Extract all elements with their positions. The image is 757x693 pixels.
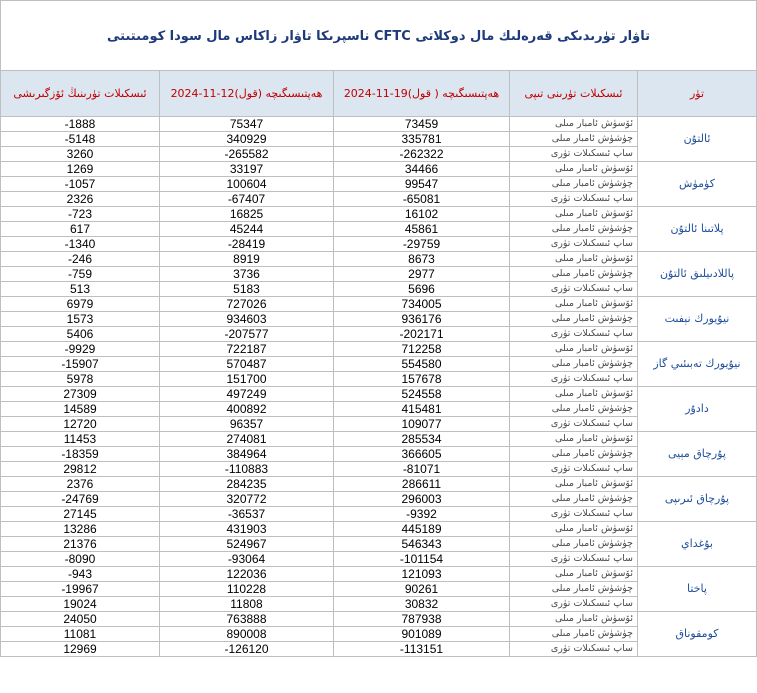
cell-variation: 12720 — [1, 417, 160, 432]
cell-date2: -29759 — [334, 237, 510, 252]
cell-date2: -81071 — [334, 462, 510, 477]
cell-index-type: ئۆسۈش ئامبار مىلى — [510, 477, 638, 492]
cell-index-type: ساپ ئىسكىلات تۈرى — [510, 147, 638, 162]
cell-variation: -246 — [1, 252, 160, 267]
cell-index-type: ئۆسۈش ئامبار مىلى — [510, 387, 638, 402]
cell-variation: 11453 — [1, 432, 160, 447]
cell-variation: 2376 — [1, 477, 160, 492]
cell-index-type: چۈشۈش ئامبار مىلى — [510, 222, 638, 237]
cell-variation: 5978 — [1, 372, 160, 387]
cell-index-type: ساپ ئىسكىلات تۈرى — [510, 327, 638, 342]
cell-category: بۇغداي — [638, 522, 757, 567]
cell-date1: 727026 — [160, 297, 334, 312]
cell-index-type: ساپ ئىسكىلات تۈرى — [510, 642, 638, 657]
cell-variation: -5148 — [1, 132, 160, 147]
cell-variation: -1888 — [1, 117, 160, 132]
cell-date2: 30832 — [334, 597, 510, 612]
cell-variation: 11081 — [1, 627, 160, 642]
cell-date1: 96357 — [160, 417, 334, 432]
cell-date1: 151700 — [160, 372, 334, 387]
cell-variation: 29812 — [1, 462, 160, 477]
cell-index-type: ئۆسۈش ئامبار مىلى — [510, 297, 638, 312]
cell-date1: 33197 — [160, 162, 334, 177]
cell-index-type: چۈشۈش ئامبار مىلى — [510, 267, 638, 282]
cell-variation: -19967 — [1, 582, 160, 597]
cell-variation: -759 — [1, 267, 160, 282]
cell-variation: 14589 — [1, 402, 160, 417]
cell-index-type: چۈشۈش ئامبار مىلى — [510, 492, 638, 507]
cell-date1: -126120 — [160, 642, 334, 657]
cell-date1: 570487 — [160, 357, 334, 372]
cell-variation: 27145 — [1, 507, 160, 522]
cell-index-type: ئۆسۈش ئامبار مىلى — [510, 612, 638, 627]
cell-index-type: چۈشۈش ئامبار مىلى — [510, 447, 638, 462]
cell-date1: 284235 — [160, 477, 334, 492]
cell-category: نيۇيورك تەبىئىي گاز — [638, 342, 757, 387]
cell-index-type: ئۆسۈش ئامبار مىلى — [510, 432, 638, 447]
cell-date1: -265582 — [160, 147, 334, 162]
cell-date2: 45861 — [334, 222, 510, 237]
cell-index-type: چۈشۈش ئامبار مىلى — [510, 132, 638, 147]
cell-date2: 366605 — [334, 447, 510, 462]
cell-variation: -943 — [1, 567, 160, 582]
cell-index-type: ساپ ئىسكىلات تۈرى — [510, 372, 638, 387]
cell-date2: 157678 — [334, 372, 510, 387]
table-row — [1, 297, 757, 312]
cell-date1: -207577 — [160, 327, 334, 342]
table-row — [1, 162, 757, 177]
cell-date2: 109077 — [334, 417, 510, 432]
cell-index-type: ساپ ئىسكىلات تۈرى — [510, 462, 638, 477]
cell-date2: -101154 — [334, 552, 510, 567]
cell-date2: -9392 — [334, 507, 510, 522]
cell-variation: 617 — [1, 222, 160, 237]
cell-date1: 11808 — [160, 597, 334, 612]
cell-variation: 24050 — [1, 612, 160, 627]
cell-index-type: ساپ ئىسكىلات تۈرى — [510, 552, 638, 567]
cell-date1: 100604 — [160, 177, 334, 192]
cell-variation: 5406 — [1, 327, 160, 342]
cell-index-type: ئۆسۈش ئامبار مىلى — [510, 252, 638, 267]
cell-index-type: ساپ ئىسكىلات تۈرى — [510, 282, 638, 297]
cell-variation: -15907 — [1, 357, 160, 372]
cell-index-type: ساپ ئىسكىلات تۈرى — [510, 417, 638, 432]
cell-date1: 497249 — [160, 387, 334, 402]
cell-date2: 445189 — [334, 522, 510, 537]
cell-index-type: چۈشۈش ئامبار مىلى — [510, 177, 638, 192]
cell-date1: 890008 — [160, 627, 334, 642]
table-row — [1, 252, 757, 267]
cell-index-type: چۈشۈش ئامبار مىلى — [510, 312, 638, 327]
cell-date2: 787938 — [334, 612, 510, 627]
cell-index-type: ساپ ئىسكىلات تۈرى — [510, 507, 638, 522]
cell-index-type: ئۆسۈش ئامبار مىلى — [510, 117, 638, 132]
cell-date1: -28419 — [160, 237, 334, 252]
cell-date2: 5696 — [334, 282, 510, 297]
cell-date1: -36537 — [160, 507, 334, 522]
cell-date2: 546343 — [334, 537, 510, 552]
cell-date2: 16102 — [334, 207, 510, 222]
cell-date1: -67407 — [160, 192, 334, 207]
header-date2: 2024-11-19ھەپتىسىگىچە ( قول) — [334, 71, 510, 117]
cell-category: كۈمۈش — [638, 162, 757, 207]
cell-date2: 712258 — [334, 342, 510, 357]
cell-index-type: ئۆسۈش ئامبار مىلى — [510, 162, 638, 177]
cell-index-type: چۈشۈش ئامبار مىلى — [510, 402, 638, 417]
cell-index-type: ئۆسۈش ئامبار مىلى — [510, 522, 638, 537]
cell-date1: 400892 — [160, 402, 334, 417]
cell-date1: -93064 — [160, 552, 334, 567]
cell-date2: -262322 — [334, 147, 510, 162]
cell-category: دادۇر — [638, 387, 757, 432]
cell-variation: -723 — [1, 207, 160, 222]
cell-date1: 5183 — [160, 282, 334, 297]
table-row — [1, 117, 757, 132]
cell-date2: 524558 — [334, 387, 510, 402]
header-category: تۈر — [638, 71, 757, 117]
table-row — [1, 342, 757, 357]
cell-variation: 13286 — [1, 522, 160, 537]
cell-category: پۇرچاق مېيى — [638, 432, 757, 477]
cell-category: پاللادىيلىق ئالتۇن — [638, 252, 757, 297]
cell-category: كومقوناق — [638, 612, 757, 657]
table-row — [1, 477, 757, 492]
cell-variation: -1340 — [1, 237, 160, 252]
cell-date1: 3736 — [160, 267, 334, 282]
cell-variation: 2326 — [1, 192, 160, 207]
cell-date2: 8673 — [334, 252, 510, 267]
cell-category: پۇرچاق ئىرىپى — [638, 477, 757, 522]
report-title: ناسپرىكا تاۋار زاكاس مال سودا كومىتىتى CFTC تاۋار تۈرىدىكى قەرەلىك مال دوكلاتى — [0, 0, 757, 71]
cell-date1: 934603 — [160, 312, 334, 327]
cell-date2: 286611 — [334, 477, 510, 492]
cell-date1: 8919 — [160, 252, 334, 267]
cell-variation: 1573 — [1, 312, 160, 327]
cell-variation: 513 — [1, 282, 160, 297]
cell-index-type: ساپ ئىسكىلات تۈرى — [510, 237, 638, 252]
cell-date1: 320772 — [160, 492, 334, 507]
cell-variation: -18359 — [1, 447, 160, 462]
header-date1: 2024-11-12ھەپتىسىگىچە (قول) — [160, 71, 334, 117]
cell-date1: 45244 — [160, 222, 334, 237]
cell-category: ئالتۇن — [638, 117, 757, 162]
table-row — [1, 207, 757, 222]
cell-date2: 936176 — [334, 312, 510, 327]
cell-category: پلاتىنا ئالتۇن — [638, 207, 757, 252]
cell-category: نيۇيورك نېفىت — [638, 297, 757, 342]
table-row — [1, 387, 757, 402]
cell-variation: 27309 — [1, 387, 160, 402]
cell-category: پاختا — [638, 567, 757, 612]
cell-date1: 16825 — [160, 207, 334, 222]
cell-date2: -65081 — [334, 192, 510, 207]
cell-date1: 431903 — [160, 522, 334, 537]
cell-date1: 763888 — [160, 612, 334, 627]
cell-date2: 121093 — [334, 567, 510, 582]
cell-date1: 722187 — [160, 342, 334, 357]
cell-date2: 90261 — [334, 582, 510, 597]
cell-date2: 2977 — [334, 267, 510, 282]
cell-variation: -1057 — [1, 177, 160, 192]
header-index: ئىسكىلات تۈرىنى تىپى — [510, 71, 638, 117]
cell-variation: 1269 — [1, 162, 160, 177]
cell-date2: 285534 — [334, 432, 510, 447]
cell-date2: 901089 — [334, 627, 510, 642]
cell-variation: -9929 — [1, 342, 160, 357]
header-row — [1, 71, 757, 117]
cell-date1: 340929 — [160, 132, 334, 147]
cell-date2: -202171 — [334, 327, 510, 342]
cell-index-type: ساپ ئىسكىلات تۈرى — [510, 192, 638, 207]
cell-date1: 524967 — [160, 537, 334, 552]
header-variation: ئىسكىلات تۈرىنىڭ ئۆزگىرىشى — [1, 71, 160, 117]
cell-date1: 274081 — [160, 432, 334, 447]
cell-date1: -110883 — [160, 462, 334, 477]
cell-date2: 554580 — [334, 357, 510, 372]
data-table — [0, 70, 757, 657]
cell-variation: 19024 — [1, 597, 160, 612]
cell-index-type: چۈشۈش ئامبار مىلى — [510, 627, 638, 642]
cell-date1: 122036 — [160, 567, 334, 582]
cell-date2: 415481 — [334, 402, 510, 417]
table-row — [1, 522, 757, 537]
cell-date2: 73459 — [334, 117, 510, 132]
cell-index-type: ساپ ئىسكىلات تۈرى — [510, 597, 638, 612]
cell-variation: 6979 — [1, 297, 160, 312]
cell-variation: -8090 — [1, 552, 160, 567]
cell-index-type: ئۆسۈش ئامبار مىلى — [510, 207, 638, 222]
cell-index-type: چۈشۈش ئامبار مىلى — [510, 537, 638, 552]
cell-date1: 75347 — [160, 117, 334, 132]
cell-date2: -113151 — [334, 642, 510, 657]
cell-variation: 3260 — [1, 147, 160, 162]
table-body — [1, 117, 757, 657]
cell-date2: 296003 — [334, 492, 510, 507]
cell-variation: -24769 — [1, 492, 160, 507]
cell-date1: 110228 — [160, 582, 334, 597]
cell-date2: 734005 — [334, 297, 510, 312]
cell-variation: 12969 — [1, 642, 160, 657]
cell-date2: 335781 — [334, 132, 510, 147]
cell-date2: 34466 — [334, 162, 510, 177]
cell-index-type: ئۆسۈش ئامبار مىلى — [510, 342, 638, 357]
table-row — [1, 432, 757, 447]
cell-variation: 21376 — [1, 537, 160, 552]
table-row — [1, 612, 757, 627]
cell-date1: 384964 — [160, 447, 334, 462]
cell-index-type: چۈشۈش ئامبار مىلى — [510, 582, 638, 597]
cell-index-type: چۈشۈش ئامبار مىلى — [510, 357, 638, 372]
cell-index-type: ئۆسۈش ئامبار مىلى — [510, 567, 638, 582]
cell-date2: 99547 — [334, 177, 510, 192]
table-row — [1, 567, 757, 582]
